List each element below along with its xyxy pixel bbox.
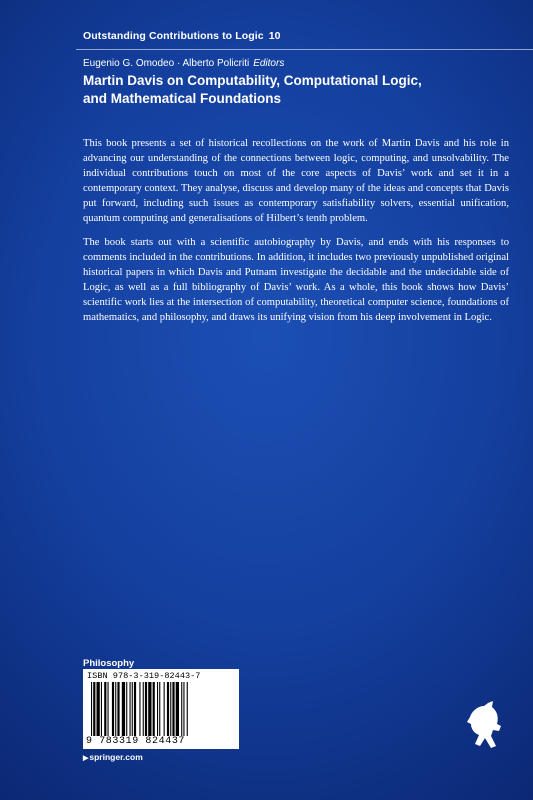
header-rule xyxy=(76,49,533,50)
barcode-bar xyxy=(108,682,109,736)
barcode-bar xyxy=(112,682,114,736)
series-name: Outstanding Contributions to Logic xyxy=(83,30,264,42)
barcode-bar xyxy=(104,682,106,736)
barcode-bar xyxy=(157,682,158,736)
editor-names: Eugenio G. Omodeo · Alberto Policriti xyxy=(83,58,250,69)
barcode-bars xyxy=(91,682,231,736)
book-title xyxy=(83,72,503,108)
publisher-url: springer.com xyxy=(89,752,143,762)
barcode-bar xyxy=(181,682,182,736)
barcode-bar xyxy=(139,682,140,736)
description-paragraph-2: The book starts out with a scientific autobiography by Davis, and ends with his responses to comments included in the contributions. In addition, it includes two previously unpublished original historical papers in which Davis and Putnam investigate the decidable and the undecidable side of Logic, as well as a full bibliography of Davis’ work. As a whole, this book shows how Davis’ scientific work lies at the intersection of computability, theoretical computer science, foundations of mathematics, and philosophy, and draws its unifying vision from his deep involvement in Logic. xyxy=(83,237,509,323)
ean-digits: 9 783319 824437 xyxy=(86,736,186,747)
barcode-bar xyxy=(117,682,119,736)
series-heading xyxy=(83,30,281,42)
barcode-bar xyxy=(134,682,136,736)
barcode-bar xyxy=(153,682,155,736)
description-paragraph-1: This book presents a set of historical recollections on the work of Martin Davis and his role in advancing our understanding of the connections between logic, computing, and unsolvability. The individual contributions touch on most of the core aspects of Davis’ work and set it in a contemporary context. They analyse, discuss and develop many of the ideas and concepts that Davis put forward, including such issues as contemporary satisfiability solvers, essential unification, quantum computing and generalisations of Hilbert’s tenth problem. xyxy=(83,138,509,224)
barcode-bar xyxy=(187,682,188,736)
barcode-bar xyxy=(126,682,127,736)
barcode-bar xyxy=(130,682,131,736)
isbn-barcode xyxy=(83,669,239,749)
isbn-label: ISBN 978-3-319-82443-7 xyxy=(87,671,201,681)
barcode-bar xyxy=(143,682,144,736)
barcode-bar xyxy=(176,682,179,736)
barcode-bar xyxy=(122,682,125,736)
barcode-bar xyxy=(170,682,171,736)
barcode-bar xyxy=(91,682,92,736)
series-number: 10 xyxy=(268,30,281,42)
barcode-bar xyxy=(183,682,184,736)
editors-line xyxy=(83,58,284,69)
barcode-bar xyxy=(97,682,100,736)
barcode-bar xyxy=(159,682,160,736)
book-title-line-1: Martin Davis on Computability, Computational Logic, xyxy=(83,73,422,88)
barcode-bar xyxy=(145,682,147,736)
barcode-bar xyxy=(132,682,133,736)
barcode-bar xyxy=(101,682,102,736)
barcode-bar xyxy=(93,682,95,736)
book-title-line-2: and Mathematical Foundations xyxy=(83,91,282,106)
subject-category: Philosophy xyxy=(83,658,135,669)
editors-role: Editors xyxy=(253,58,285,69)
book-description xyxy=(83,136,509,334)
barcode-bar xyxy=(164,682,165,736)
springer-horse-logo-icon xyxy=(466,700,504,750)
barcode-bar xyxy=(115,682,116,736)
barcode-bar xyxy=(148,682,151,736)
barcode-bar xyxy=(167,682,169,736)
arrow-icon: ▶ xyxy=(83,755,89,762)
barcode-bar xyxy=(172,682,174,736)
publisher-link[interactable] xyxy=(83,752,143,762)
